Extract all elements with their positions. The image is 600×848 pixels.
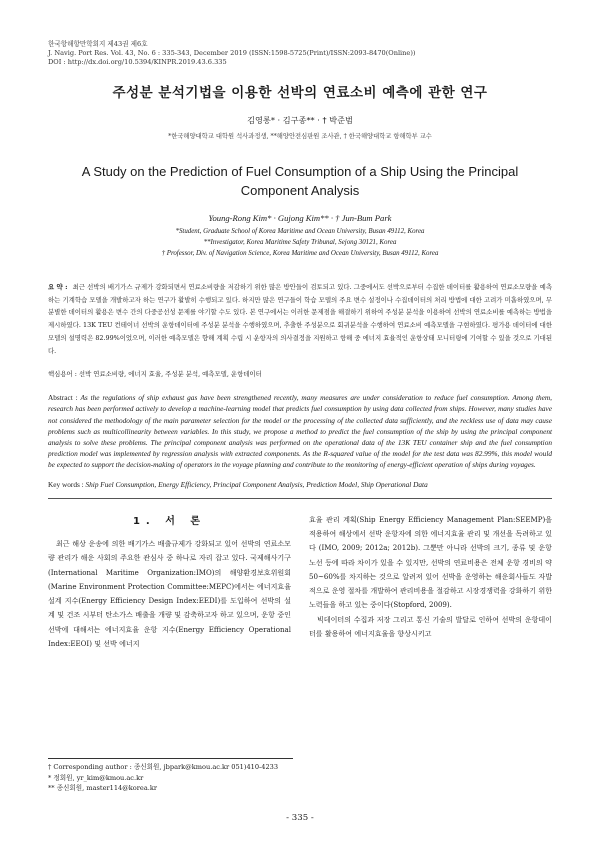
affiliation-1: *Student, Graduate School of Korea Maritime and Ocean University, Busan 49112, Korea: [175, 228, 425, 235]
abstract-divider: [48, 498, 552, 499]
affiliations-korean: *한국해양대학교 대학원 석사과정생, **해양안전심판원 조사관, † 한국해양대학교 항해학부 교수: [168, 133, 432, 140]
abstract-english-label: Abstract :: [48, 393, 78, 403]
affiliation-2: **Investigator, Korea Maritime Safety Tribunal, Sejong 30121, Korea: [203, 239, 397, 246]
footnotes: [48, 758, 293, 794]
abstract-korean: [48, 281, 552, 357]
affiliations-english: [48, 226, 552, 259]
page-number: - 335 -: [286, 813, 314, 823]
keywords-english-label: Key words :: [48, 479, 84, 489]
abstract-korean-label: 요 약 :: [48, 283, 68, 291]
keywords-english-text: Ship Fuel Consumption, Energy Efficiency, Principal Component Analysis, Prediction Model, Ship Operational Data: [85, 479, 428, 489]
intro-paragraph-1: 최근 해상 운송에 의한 배기가스 배출규제가 강화되고 있어 선박의 연료소모량 관리가 해운 사회의 주요한 관심사 중 하나로 자리 잡고 있다. 국제해사기구(International Maritime Organization:IMO)의 해양환경보호위원회(Marine Environment Protection Committee:MEPC)에서는 에너지효율 설계 지수(Energy Efficiency Design Index:EEDI)를 도입하여 선박의 설계 및 건조 시부터 탄소가스 배출을 개량 및 감축하고자 하고 있으며, 운항 중인 선박에 대해서는 에너지효율 운항 지수(Energy Efficiency Operational Index:EEOI) 및 선박 에너지: [48, 538, 291, 649]
title-english: A Study on the Prediction of Fuel Consumption of a Ship Using the Principal Component Analysis: [81, 164, 519, 198]
journal-doi: DOI : http://dx.doi.org/10.5394/KINPR.2019.43.6.335: [48, 58, 227, 66]
keywords-korean: 핵심용어 : 선박 연료소비량, 에너지 효율, 주성분 분석, 예측모델, 운항데이터: [48, 370, 262, 379]
intro-paragraph-1-continued: 효율 관리 계획(Ship Energy Efficiency Management Plan:SEEMP)을 적용하여 해상에서 선박 운항자에 의한 에너지효율 관리 및 개선을 독려하고 있다 (IMO, 2009; 2012a; 2012b). 그뿐만 아니라 선박의 크기, 종류 및 운항 노선 등에 따라 차이가 있을 수 있지만, 선박의 연료비용은 전체 운항 경비의 약 50~60%를 차지하는 것으로 알려져 있어 선박을 운영하는 해운회사들도 자발적으로 운영 절차를 개발하여 관리비용을 절감하고 시장경쟁력을 강화하기 위한 노력들을 하고 있는 중이다(Stopford, 2009).: [309, 514, 552, 610]
footnote-author-2: ** 종신회원, master114@korea.kr: [48, 784, 158, 792]
footnote-corresponding-author: † Corresponding author : 종신회원, jbpark@kmou.ac.kr 051)410-4233: [48, 763, 279, 771]
abstract-english-text: As the regulations of ship exhaust gas have been strengthened recently, many measures are under consideration to reduce fuel consumption. Among them, research has been performed actively to develop a machine-learning model that predicts fuel consumption by using data collected from ships. However, many studies have not considered the methodology of the main parameter selection for the model or the processing of the collected data sufficiently, and the reckless use of data may cause problems such as multicollinearity between variables. In this study, we propose a method to predict the fuel consumption of the ship by using the principal component analysis to solve these problems. The principal component analysis was performed on the operational data of the 13K TEU container ship and the fuel consumption prediction model was implemented by regression analysis with extracted components. As the R-squared value of the model for the test data was 82.99%, this model would be expected to support the decision-making of operators in the voyage planning and contribute to the monitoring of energy-efficient operation of ships during voyages.: [48, 393, 552, 470]
abstract-english: [48, 392, 552, 470]
keywords-english: [48, 480, 552, 489]
section-heading-introduction: 1. 서 론: [132, 515, 207, 527]
title-korean: 주성분 분석기법을 이용한 선박의 연료소비 예측에 관한 연구: [112, 85, 488, 101]
abstract-korean-text: 최근 선박의 배기가스 규제가 강화되면서 연료소비량을 저감하기 위한 많은 방안들이 검토되고 있다. 그중에서도 선박으로부터 수집한 데이터를 활용하여 연료소모량을 예측하는 기계학습 모델을 개발하고자 하는 연구가 활발히 수행되고 있다. 하지만 많은 연구들이 학습 모델의 주요 변수 설정이나 수집데이터의 처리 방법에 대한 고려가 미흡하였으며, 무분별한 데이터의 활용은 변수 간의 다중공선성 문제를 야기할 수도 있다. 본 연구에서는 이러한 문제점을 해결하기 위하여 주성분 분석을 이용하여 선박의 연료소비를 예측하는 방법을 제시하였다. 13K TEU 컨테이너 선박의 운항데이터에 주성분 분석을 수행하였으며, 추출한 주성분으로 회귀분석을 수행하여 연료소비 예측모델을 구현하였다. 평가용 데이터에 대한 모델의 설명력은 82.99%이었으며, 이러한 예측모델은 향해 계획 수립 시 운항자의 의사결정을 지원하고 항해 중 에너지 효율적인 운항상태 모니터링에 기여할 수 있을 것으로 기대된다.: [48, 283, 552, 355]
footnote-rule: [48, 758, 293, 759]
intro-paragraph-2: 빅데이터의 수집과 저장 그리고 통신 기술의 발달로 인하여 선박의 운항데이터를 활용하여 에너지효율을 향상시키고: [309, 614, 552, 639]
authors-english: Young-Rong Kim* · Gujong Kim** · † Jun-Bum Park: [208, 213, 392, 223]
left-column: [48, 513, 291, 652]
affiliation-3: † Professor, Div. of Navigation Science, Korea Maritime and Ocean University, Busan 49112, Korea: [161, 250, 439, 257]
authors-korean: 김영롱* · 김구종** · † 박준범: [247, 115, 353, 125]
body-columns: [48, 513, 552, 652]
right-column: [309, 513, 552, 652]
journal-name-ko: 한국항해항만학회지 제43권 제6호: [48, 40, 148, 48]
journal-header: [48, 40, 552, 67]
journal-citation: J. Navig. Port Res. Vol. 43, No. 6 : 335-343, December 2019 (ISSN:1598-5725(Print)/ISSN:2093-8470(Online)): [48, 49, 416, 57]
footnote-author-1: * 정회원, yr_kim@kmou.ac.kr: [48, 773, 144, 782]
